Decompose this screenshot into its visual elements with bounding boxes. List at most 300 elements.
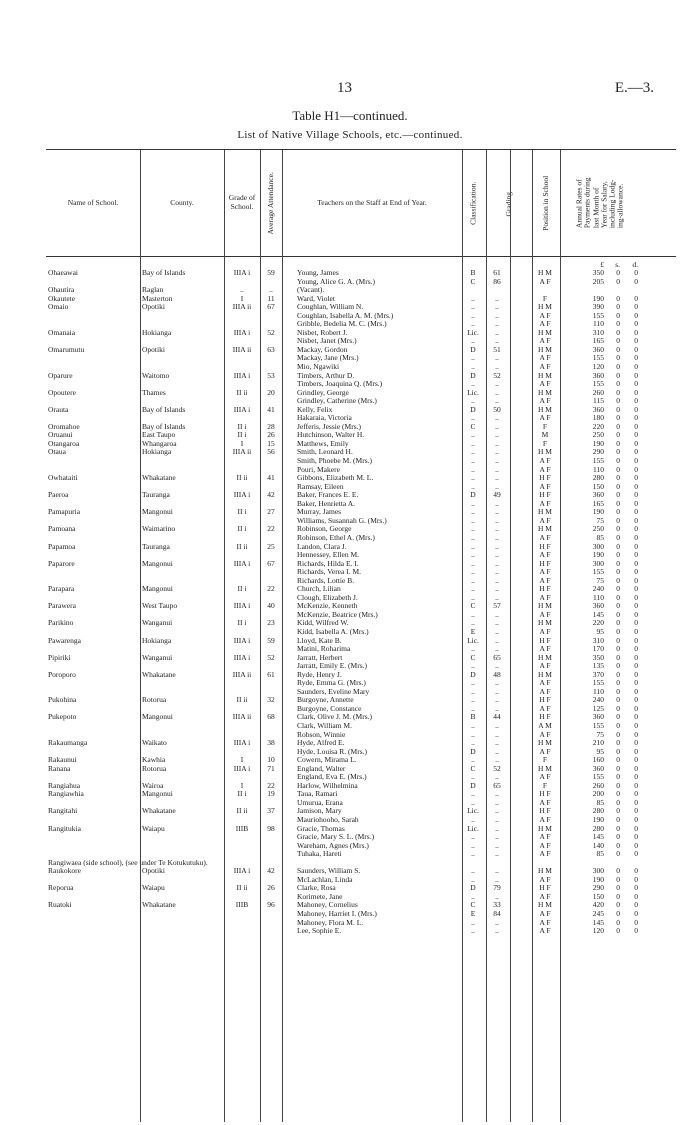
salary-pounds: 190 (592, 875, 604, 884)
salary-pounds: 165 (592, 499, 604, 508)
classification: .. (471, 320, 475, 329)
county: Tauranga (142, 491, 170, 500)
school-name: Rangiahua (48, 781, 81, 790)
salary-pounds: 155 (592, 457, 604, 466)
county: Hokianga (142, 448, 172, 457)
salary-shillings: 0 (616, 337, 620, 346)
salary-pence: 0 (634, 499, 638, 508)
salary-pounds: 280 (592, 824, 604, 833)
grading: .. (495, 422, 499, 431)
salary-shillings: 0 (616, 508, 620, 517)
salary-shillings: 0 (616, 636, 620, 645)
teacher-name: Mahoney, Harriet I. (Mrs.) (297, 910, 377, 919)
position: H M (538, 824, 552, 833)
salary-pounds: 190 (592, 816, 604, 824)
salary-pence: 0 (634, 542, 638, 551)
salary-pounds: 360 (592, 713, 604, 722)
grading: 65 (493, 781, 501, 790)
position: A F (539, 593, 551, 602)
attendance: 63 (267, 345, 275, 354)
grading: .. (495, 679, 499, 688)
teacher-name: Harlow, Wilhelmina (297, 781, 358, 790)
classification: D (470, 884, 476, 893)
salary-shillings: 0 (616, 798, 620, 807)
position: A F (539, 516, 551, 525)
school-name: Ranana (48, 764, 71, 773)
position: H M (538, 448, 552, 457)
grade: II ii (236, 807, 248, 816)
salary-pounds: 300 (592, 867, 604, 876)
classification: .. (471, 525, 475, 534)
salary-pounds: 280 (592, 807, 604, 816)
salary-pounds: 190 (592, 439, 604, 448)
salary-pounds: 110 (593, 593, 604, 602)
grading: .. (495, 585, 499, 594)
attendance: 37 (267, 807, 275, 816)
position: H M (538, 653, 552, 662)
salary-shillings: 0 (616, 457, 620, 466)
attendance: 23 (267, 619, 275, 628)
grading: .. (495, 875, 499, 884)
salary-shillings: 0 (616, 345, 620, 354)
salary-pence: 0 (634, 516, 638, 525)
teacher-name: Timbers, Joaquina Q. (Mrs.) (297, 380, 383, 389)
teacher-name: Jarratt, Emily E. (Mrs.) (297, 662, 367, 671)
salary-shillings: 0 (616, 807, 620, 816)
classification: .. (471, 739, 475, 748)
salary-shillings: 0 (616, 704, 620, 713)
header-rates-cell (560, 150, 640, 256)
salary-pence: 0 (634, 363, 638, 372)
salary-pence: 0 (634, 901, 638, 910)
salary-shillings: 0 (616, 585, 620, 594)
salary-pounds: 75 (596, 730, 604, 739)
salary-pence: 0 (634, 380, 638, 389)
attendance: 22 (267, 525, 275, 534)
salary-pence: 0 (634, 328, 638, 337)
salary-pounds: 200 (592, 790, 604, 799)
county: Opotiki (142, 303, 165, 312)
grade: II i (237, 619, 247, 628)
salary-pounds: 360 (592, 764, 604, 773)
salary-pounds: 155 (592, 354, 604, 363)
school-name: Ruatoki (48, 901, 72, 910)
attendance: 59 (267, 269, 275, 277)
salary-pounds: 170 (592, 645, 604, 654)
salary-pounds: 95 (596, 747, 604, 756)
teacher-name: Coughlan, Isabella A. M. (Mrs.) (297, 311, 394, 320)
grading: .. (495, 474, 499, 483)
teacher-name: McKenzie, Beatrice (Mrs.) (297, 610, 378, 619)
teacher-name: Gracie, Mary S. L. (Mrs.) (297, 833, 375, 842)
position: A F (539, 918, 551, 927)
teacher-name: Burgoyne, Annette (297, 696, 354, 705)
salary-shillings: 0 (616, 867, 620, 876)
grade: IIIA i (233, 867, 251, 876)
salary-shillings: 0 (616, 892, 620, 901)
grade: .. (240, 286, 244, 295)
grading: .. (495, 704, 499, 713)
school-name: Rakaunui (48, 756, 77, 765)
position: A F (539, 645, 551, 654)
salary-shillings: 0 (616, 602, 620, 611)
teacher-name: Williams, Susannah G. (Mrs.) (297, 516, 387, 525)
position: A F (539, 363, 551, 372)
grading: .. (495, 841, 499, 850)
grade: II ii (236, 884, 248, 893)
county: Wanganui (142, 653, 173, 662)
salary-pence: 0 (634, 474, 638, 483)
classification: .. (471, 482, 475, 491)
position: F (542, 422, 548, 431)
grading: .. (495, 337, 499, 346)
county: Opotiki (142, 867, 165, 876)
salary-pence: 0 (634, 739, 638, 748)
salary-pounds: 190 (592, 294, 604, 303)
salary-pounds: 155 (592, 679, 604, 688)
grade: II i (237, 585, 247, 594)
teacher-name: Gracie, Thomas (297, 824, 345, 833)
grade: II i (237, 508, 247, 517)
salary-shillings: 0 (616, 448, 620, 457)
position: H M (538, 405, 552, 414)
position: H M (538, 867, 552, 876)
classification: .. (471, 363, 475, 372)
teacher-name: McKenzie, Kenneth (297, 602, 358, 611)
salary-pence: 0 (634, 602, 638, 611)
grading: .. (495, 311, 499, 320)
salary-shillings: 0 (616, 927, 620, 936)
teacher-name: Landon, Clara J. (297, 542, 347, 551)
salary-pounds: 145 (592, 918, 604, 927)
salary-pence: 0 (634, 585, 638, 594)
grading: .. (495, 525, 499, 534)
header-classification-cell (462, 150, 486, 256)
school-name: Omanaia (48, 328, 76, 337)
salary-shillings: 0 (616, 687, 620, 696)
salary-pence: 0 (634, 610, 638, 619)
salary-pounds: 145 (592, 610, 604, 619)
grading: .. (495, 482, 499, 491)
teacher-name: Hennessey, Ellen M. (297, 551, 359, 560)
position: A F (539, 875, 551, 884)
teacher-name: Richards, Verea I. M. (297, 568, 362, 577)
position: H M (538, 508, 552, 517)
salary-pounds: 300 (592, 542, 604, 551)
salary-pounds: 115 (593, 397, 604, 406)
salary-pounds: 155 (592, 721, 604, 730)
salary-shillings: 0 (616, 525, 620, 534)
salary-pence: 0 (634, 773, 638, 782)
county: Rotorua (142, 764, 167, 773)
salary-pounds: 155 (592, 380, 604, 389)
grading: .. (495, 439, 499, 448)
classification: .. (471, 354, 475, 363)
county: Mangonui (142, 790, 173, 799)
school-name: Pawarenga (48, 636, 81, 645)
salary-shillings: 0 (616, 328, 620, 337)
attendance: 22 (267, 585, 275, 594)
teacher-name: Clarke, Rosa (297, 884, 336, 893)
teacher-name: Jarratt, Herbert (297, 653, 343, 662)
teacher-name: Matthews, Emily (297, 439, 349, 448)
teacher-name: Hyde, Louisa R. (Mrs.) (297, 747, 367, 756)
teacher-name: Korimete, Jane (297, 892, 343, 901)
salary-pounds: 125 (592, 704, 604, 713)
grading: .. (495, 824, 499, 833)
grading: .. (495, 431, 499, 440)
salary-shillings: 0 (616, 491, 620, 500)
grading: .. (495, 619, 499, 628)
position: A F (539, 910, 551, 919)
grading: 61 (493, 269, 501, 277)
grading: .. (495, 850, 499, 859)
salary-pence: 0 (634, 439, 638, 448)
teacher-name: Grindley, Catherine (Mrs.) (297, 397, 377, 406)
grading: 48 (493, 670, 501, 679)
classification: .. (471, 337, 475, 346)
grade: IIIA ii (232, 448, 252, 457)
salary-shillings: 0 (616, 833, 620, 842)
salary-pence: 0 (634, 533, 638, 542)
teacher-name: Church, Lilian (297, 585, 341, 594)
position: A F (539, 551, 551, 560)
grading: .. (495, 662, 499, 671)
grading: .. (495, 388, 499, 397)
salary-pounds: 210 (592, 739, 604, 748)
salary-pence: 0 (634, 525, 638, 534)
teacher-name: (Vacant). (297, 286, 325, 295)
header-attendance-cell (260, 150, 282, 256)
column-rule (282, 150, 283, 1122)
grading: 79 (493, 884, 501, 893)
school-name: Opoutere (48, 388, 76, 397)
salary-pence: 0 (634, 687, 638, 696)
salary-shillings: 0 (616, 474, 620, 483)
position: A F (539, 397, 551, 406)
grade: II i (237, 790, 247, 799)
position: H F (539, 713, 551, 722)
position: H M (538, 619, 552, 628)
salary-shillings: 0 (616, 730, 620, 739)
column-rule (532, 150, 533, 1122)
teacher-name: Nisbet, Robert J. (297, 328, 348, 337)
classification: .. (471, 303, 475, 312)
classification: D (470, 670, 476, 679)
header-classification: Classification. (468, 181, 478, 225)
classification: .. (471, 499, 475, 508)
salary-shillings: 0 (616, 294, 620, 303)
position: A F (539, 277, 551, 286)
grading: .. (495, 320, 499, 329)
teacher-name: Taua, Ramari (297, 790, 338, 799)
position: H M (538, 371, 552, 380)
salary-shillings: 0 (616, 405, 620, 414)
grading: 57 (493, 602, 501, 611)
classification: .. (471, 585, 475, 594)
classification: .. (471, 721, 475, 730)
salary-shillings: 0 (616, 559, 620, 568)
teacher-name: Richards, Hilda E. I. (297, 559, 359, 568)
salary-shillings: 0 (616, 747, 620, 756)
salary-shillings: 0 (616, 533, 620, 542)
position: A F (539, 850, 551, 859)
salary-pence: 0 (634, 798, 638, 807)
salary-shillings: 0 (616, 790, 620, 799)
classification: E (470, 627, 476, 636)
classification: .. (471, 474, 475, 483)
salary-pence: 0 (634, 747, 638, 756)
classification: .. (471, 773, 475, 782)
grade: II i (237, 431, 247, 440)
grade: IIIA i (233, 491, 251, 500)
grading: .. (495, 833, 499, 842)
salary-pounds: 150 (592, 482, 604, 491)
grading: .. (495, 892, 499, 901)
salary-shillings: 0 (616, 662, 620, 671)
grade: IIIA i (233, 269, 251, 277)
position: H F (539, 884, 551, 893)
classification: .. (471, 892, 475, 901)
school-name: Rakaumanga (48, 739, 88, 748)
attendance: .. (269, 286, 273, 295)
salary-pence: 0 (634, 405, 638, 414)
salary-shillings: 0 (616, 371, 620, 380)
salary-pence: 0 (634, 568, 638, 577)
classification: .. (471, 662, 475, 671)
column-rule (510, 150, 511, 1122)
grading: .. (495, 645, 499, 654)
grading: .. (495, 721, 499, 730)
position: H F (539, 636, 551, 645)
grade: I (240, 439, 244, 448)
unit-pounds: £ (600, 260, 604, 269)
county: Waimarino (142, 525, 176, 534)
teacher-name: Jamison, Mary (297, 807, 342, 816)
teacher-name: Murray, James (297, 508, 342, 517)
county: Raglan (142, 286, 164, 295)
teacher-name: Mauriohooho, Sarah (297, 816, 359, 824)
salary-shillings: 0 (616, 756, 620, 765)
school-name: Okautete (48, 294, 76, 303)
teacher-name: Ward, Violet (297, 294, 335, 303)
position: A F (539, 337, 551, 346)
school-name: Rangitukia (48, 824, 81, 833)
salary-pence: 0 (634, 482, 638, 491)
grade: IIIA i (233, 371, 251, 380)
salary-pence: 0 (634, 627, 638, 636)
teacher-name: Hakaraia, Victoria (297, 414, 352, 423)
school-name: Paeroa (48, 491, 69, 500)
position: H F (539, 807, 551, 816)
salary-pounds: 420 (592, 901, 604, 910)
position: F (542, 439, 548, 448)
salary-pence: 0 (634, 457, 638, 466)
attendance: 42 (267, 867, 275, 876)
salary-pence: 0 (634, 414, 638, 423)
header-grading: Grading. (503, 189, 513, 217)
county: Whakatane (142, 807, 176, 816)
school-name: Otangaroa (48, 439, 80, 448)
position: A F (539, 380, 551, 389)
salary-shillings: 0 (616, 773, 620, 782)
position: H M (538, 764, 552, 773)
salary-pence: 0 (634, 465, 638, 474)
grade: II i (237, 422, 247, 431)
grade: II ii (236, 542, 248, 551)
salary-pence: 0 (634, 696, 638, 705)
salary-pence: 0 (634, 559, 638, 568)
grade: II ii (236, 474, 248, 483)
school-name: Pipiriki (48, 653, 71, 662)
teacher-name: Young, Alice G. A. (Mrs.) (297, 277, 375, 286)
column-rule (140, 150, 141, 1122)
position: A F (539, 773, 551, 782)
salary-pounds: 95 (596, 627, 604, 636)
document-reference: E.—3. (614, 80, 654, 96)
school-name: Ohautira (48, 286, 75, 295)
county: Mangonui (142, 585, 173, 594)
grading: .. (495, 499, 499, 508)
attendance: 20 (267, 388, 275, 397)
teacher-name: Kidd, Isabella A. (Mrs.) (297, 627, 369, 636)
salary-pounds: 240 (592, 585, 604, 594)
grade: IIIA i (233, 559, 251, 568)
grading: .. (495, 927, 499, 936)
teacher-name: Mahoney, Flora M. L. (297, 918, 364, 927)
salary-shillings: 0 (616, 576, 620, 585)
county: Kawhia (142, 756, 166, 765)
classification: .. (471, 875, 475, 884)
attendance: 38 (267, 739, 275, 748)
county: Whakatane (142, 474, 176, 483)
classification: D (470, 405, 476, 414)
grade: IIIA i (233, 764, 251, 773)
salary-pounds: 145 (592, 833, 604, 842)
classification: .. (471, 551, 475, 560)
salary-shillings: 0 (616, 320, 620, 329)
classification: .. (471, 833, 475, 842)
attendance: 52 (267, 328, 275, 337)
attendance: 11 (267, 294, 275, 303)
classification: .. (471, 841, 475, 850)
salary-pence: 0 (634, 619, 638, 628)
salary-pounds: 155 (592, 568, 604, 577)
salary-pounds: 310 (592, 636, 604, 645)
grade: IIIB (235, 901, 249, 910)
salary-pounds: 370 (592, 670, 604, 679)
teacher-name: Robinson, Ethel A. (Mrs.) (297, 533, 375, 542)
grade: I (240, 294, 244, 303)
salary-pence: 0 (634, 491, 638, 500)
grade: IIIA i (233, 739, 251, 748)
position: H M (538, 602, 552, 611)
salary-pence: 0 (634, 311, 638, 320)
salary-pence: 0 (634, 807, 638, 816)
grading: .. (495, 790, 499, 799)
salary-pounds: 120 (592, 927, 604, 936)
attendance: 27 (267, 508, 275, 517)
salary-pence: 0 (634, 422, 638, 431)
grading: .. (495, 807, 499, 816)
salary-shillings: 0 (616, 841, 620, 850)
attendance: 96 (267, 901, 275, 910)
salary-pounds: 350 (592, 269, 604, 277)
teacher-name: Saunders, Eveline Mary (297, 687, 370, 696)
column-rule (260, 150, 261, 1122)
county: Wairoa (142, 781, 164, 790)
position: H F (539, 559, 551, 568)
